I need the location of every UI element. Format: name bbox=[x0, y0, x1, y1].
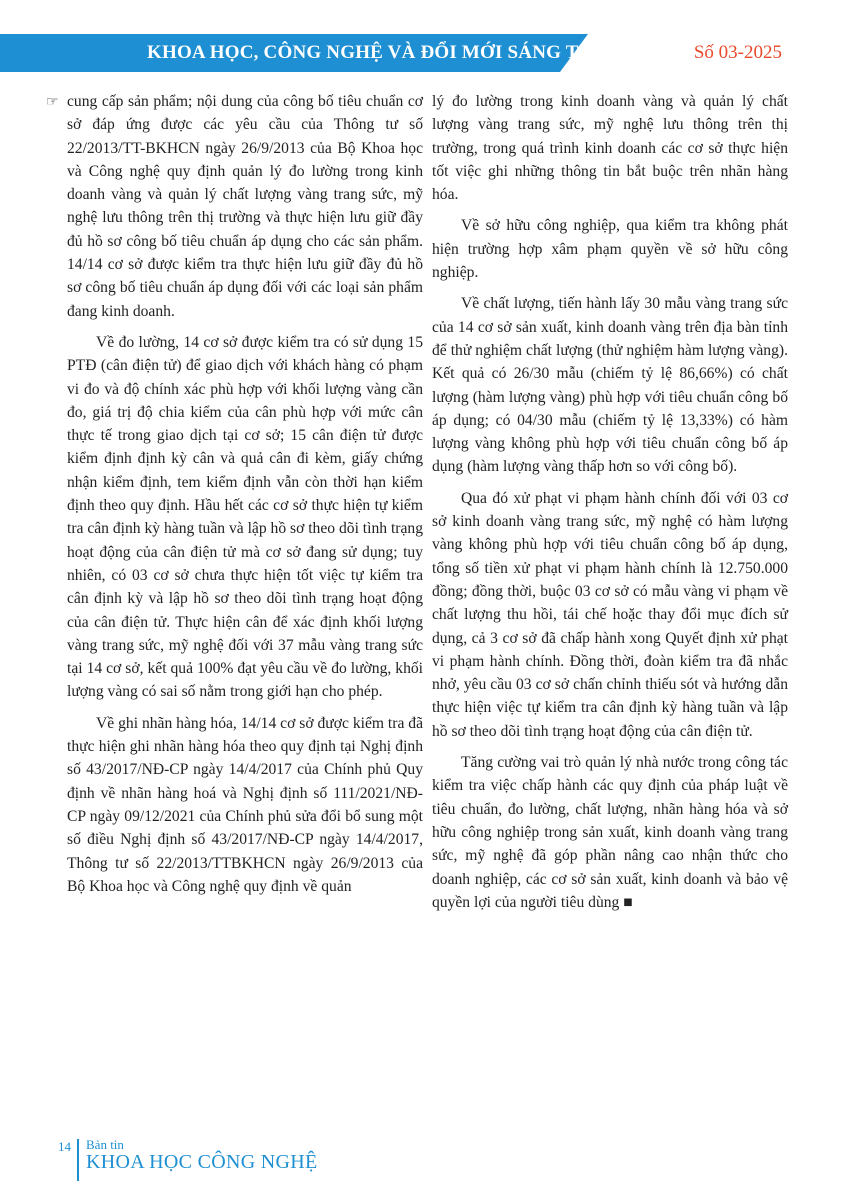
paragraph: Về chất lượng, tiến hành lấy 30 mẫu vàng trang sức của 14 cơ sở sản xuất, kinh doanh vàng trên địa bàn tỉnh để thử nghiệm chất lượng (thử nghiệm hàm lượng vàng). Kết quả có 26/30 mẫu (chiếm tỷ lệ 86,66%) có chất lượng (hàm lượng vàng) phù hợp với tiêu chuẩn công bố áp dụng; có 04/30 mẫu (chiếm tỷ lệ 13,33%) có hàm lượng vàng không phù hợp với tiêu chuẩn công bố áp dụng (hàm lượng vàng thấp hơn so với công bố). bbox=[432, 295, 788, 476]
section-title: KHOA HỌC, CÔNG NGHỆ VÀ ĐỔI MỚI SÁNG TẠO bbox=[147, 42, 608, 63]
footer-divider bbox=[77, 1139, 79, 1181]
hand-pointer-icon: ☞ bbox=[46, 95, 59, 110]
right-column bbox=[432, 90, 788, 922]
footer-publication-name: KHOA HỌC CÔNG NGHỆ bbox=[86, 1151, 318, 1173]
paragraph: lý đo lường trong kinh doanh vàng và quản lý chất lượng vàng trang sức, mỹ nghệ lưu thông trên thị trường, trong quá trình kinh doanh các cơ sở thực hiện tốt việc ghi những thông tin bắt buộc trên nhãn hàng hóa. bbox=[432, 93, 788, 204]
paragraph: Về đo lường, 14 cơ sở được kiểm tra có sử dụng 15 PTĐ (cân điện tử) để giao dịch với khách hàng có phạm vi đo và độ chính xác phù hợp với khối lượng vàng cần đo, giá trị độ chia kiểm của cân phù hợp với mức cân thực tế trong giao dịch tại cơ sở; 15 cân điện tử được kiểm định định kỳ cân và quả cân đi kèm, giấy chứng nhận kiểm định, tem kiểm định vẫn còn thời hạn kiểm định theo quy định. Hầu hết các cơ sở thực hiện tự kiểm tra cân định kỳ hàng tuần và lập hồ sơ theo dõi tình trạng hoạt động của cân điện tử mà cơ sở đang sử dụng; tuy nhiên, có 03 cơ sở chưa thực hiện tốt việc tự kiểm tra cân định kỳ và lập hồ sơ theo dõi tình trạng hoạt động của cân điện tử. Thực hiện cân để xác định khối lượng vàng trang sức, mỹ nghệ đối với 37 mẫu vàng trang sức tại 14 cơ sở, kết quả 100% đạt yêu cầu về đo lường, khối lượng vàng có sai số nằm trong giới hạn cho phép. bbox=[67, 333, 423, 701]
footer-label-small: Bản tin bbox=[86, 1137, 124, 1152]
paragraph: Về ghi nhãn hàng hóa, 14/14 cơ sở được kiểm tra đã thực hiện ghi nhãn hàng hóa theo quy định tại Nghị định số 43/2017/NĐ-CP ngày 14/4/2017 của Chính phủ Quy định về nhãn hàng hoá và Nghị định số 111/2021/NĐ-CP ngày 09/12/2021 của Chính phủ sửa đổi bổ sung một số điều Nghị định số 43/2017/NĐ-CP ngày 14/4/2017, Thông tư số 22/2013/TTBKHCN ngày 26/9/2013 của Bộ Khoa học và Công nghệ quy định về quản bbox=[67, 714, 423, 895]
paragraph: cung cấp sản phẩm; nội dung của công bố tiêu chuẩn cơ sở đáp ứng được các yêu cầu của Thông tư số 22/2013/TT-BKHCN ngày 26/9/2013 của Bộ Khoa học và Công nghệ quy định quản lý đo lường trong kinh doanh vàng và quản lý chất lượng vàng trang sức, mỹ nghệ lưu thông trên thị trường và thực hiện lưu giữ đầy đủ hồ sơ công bố tiêu chuẩn áp dụng cho các sản phẩm. 14/14 cơ sở được kiểm tra thực hiện lưu giữ đầy đủ hồ sơ công bố tiêu chuẩn áp dụng đối với các loại sản phẩm đang kinh doanh. bbox=[67, 93, 423, 320]
page-footer bbox=[58, 1135, 458, 1185]
paragraph: Qua đó xử phạt vi phạm hành chính đối với 03 cơ sở kinh doanh vàng trang sức, mỹ nghệ có hàm lượng vàng không phù hợp với tiêu chuẩn công bố áp dụng, tổng số tiền xử phạt vi phạm hành chính là 12.750.000 đồng; đồng thời, buộc 03 cơ sở có mẫu vàng vi phạm về chất lượng thu hồi, tái chế hoặc thay đổi mục đích sử dụng, cả 3 cơ sở đã chấp hành xong Quyết định xử phạt vi phạm hành chính. Đồng thời, đoàn kiểm tra đã nhắc nhở, yêu cầu 03 cơ sở chấn chỉnh thiếu sót và hướng dẫn thực hiện việc tự kiểm tra cân định kỳ hàng tuần và lập hồ sơ theo dõi tình trạng hoạt động của cân điện tử. bbox=[432, 489, 788, 740]
paragraph: Về sở hữu công nghiệp, qua kiểm tra không phát hiện trường hợp xâm phạm quyền về sở hữu công nghiệp. bbox=[432, 217, 788, 282]
page-header bbox=[0, 34, 844, 72]
page-number: 14 bbox=[58, 1139, 71, 1154]
paragraph: Tăng cường vai trò quản lý nhà nước trong công tác kiểm tra việc chấp hành các quy định của pháp luật về tiêu chuẩn, đo lường, chất lượng, nhãn hàng hóa và sở hữu công nghiệp trong sản xuất, kinh doanh vàng trang sức, mỹ nghệ đã góp phần nâng cao nhận thức cho doanh nghiệp, các cơ sở sản xuất, kinh doanh và bảo vệ quyền lợi của người tiêu dùng ■ bbox=[432, 754, 788, 911]
issue-number: Số 03-2025 bbox=[693, 42, 782, 63]
left-column bbox=[67, 90, 423, 906]
